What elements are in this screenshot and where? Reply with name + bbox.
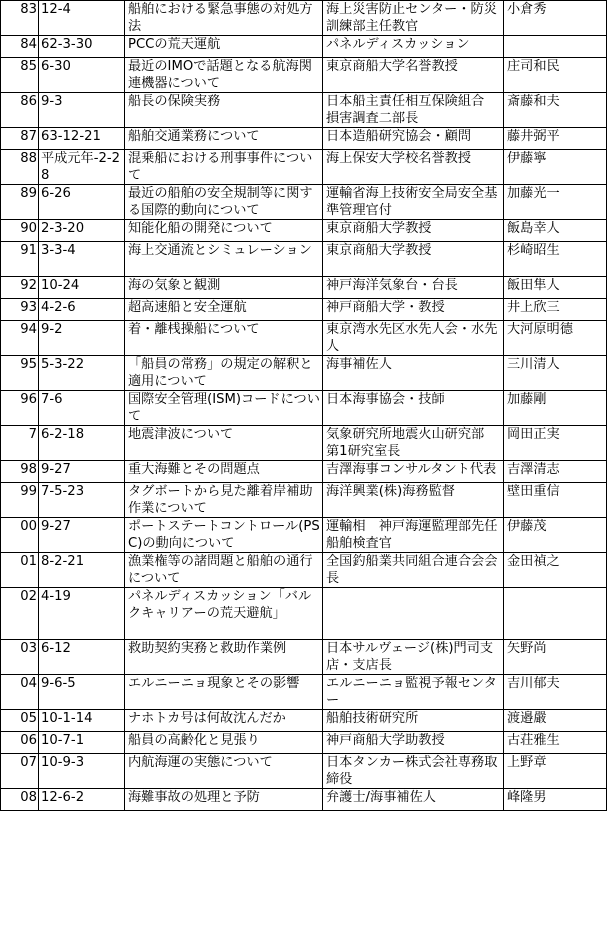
- cell-organization: 神戸商船大学・教授: [323, 299, 504, 321]
- cell-date: 7-6: [39, 391, 125, 426]
- cell-organization: 東京商船大学教授: [323, 242, 504, 277]
- cell-date: 8-2-21: [39, 553, 125, 588]
- cell-speaker: 吉川郁夫: [504, 675, 607, 710]
- lecture-table-body: [1, 1, 607, 811]
- cell-organization: 運輸相 神戸海運監理部先任船舶検査官: [323, 518, 504, 553]
- cell-speaker: 岡田正実: [504, 426, 607, 461]
- cell-date: 9-27: [39, 461, 125, 483]
- cell-title: 船員の高齢化と見張り: [125, 732, 323, 754]
- cell-date: 9-6-5: [39, 675, 125, 710]
- cell-date: 5-3-22: [39, 356, 125, 391]
- cell-date: 6-12: [39, 640, 125, 675]
- cell-speaker: 矢野尚: [504, 640, 607, 675]
- table-row: [1, 461, 607, 483]
- cell-date: 6-30: [39, 58, 125, 93]
- cell-speaker: 大河原明德: [504, 321, 607, 356]
- table-row: [1, 185, 607, 220]
- cell-title: 地震津波について: [125, 426, 323, 461]
- cell-title: 知能化船の開発について: [125, 220, 323, 242]
- cell-date: 6-2-18: [39, 426, 125, 461]
- cell-title: 海上交通流とシミュレーション: [125, 242, 323, 277]
- cell-date: 9-27: [39, 518, 125, 553]
- cell-number: 05: [1, 710, 39, 732]
- cell-speaker: 加藤光一: [504, 185, 607, 220]
- cell-organization: 日本造船研究協会・顧問: [323, 128, 504, 150]
- cell-number: 04: [1, 675, 39, 710]
- cell-organization: 気象研究所地震火山研究部 第1研究室長: [323, 426, 504, 461]
- cell-organization: 運輸省海上技術安全局安全基準管理官付: [323, 185, 504, 220]
- cell-organization: 神戸海洋気象台・台長: [323, 277, 504, 299]
- cell-number: 99: [1, 483, 39, 518]
- cell-date: 7-5-23: [39, 483, 125, 518]
- cell-number: 90: [1, 220, 39, 242]
- cell-number: 02: [1, 588, 39, 640]
- table-row: [1, 483, 607, 518]
- cell-speaker: 飯田隼人: [504, 277, 607, 299]
- cell-date: 12-6-2: [39, 789, 125, 811]
- table-row: [1, 150, 607, 185]
- cell-speaker: 井上欣三: [504, 299, 607, 321]
- cell-number: 83: [1, 1, 39, 36]
- table-row: [1, 242, 607, 277]
- table-row: [1, 58, 607, 93]
- cell-title: 国際安全管理(ISM)コードについて: [125, 391, 323, 426]
- cell-date: 2-3-20: [39, 220, 125, 242]
- cell-title: 船舶における緊急事態の対処方法: [125, 1, 323, 36]
- cell-speaker: 小倉秀: [504, 1, 607, 36]
- cell-title: 海の気象と観測: [125, 277, 323, 299]
- cell-date: 10-7-1: [39, 732, 125, 754]
- cell-speaker: 加藤剛: [504, 391, 607, 426]
- cell-title: 船長の保険実務: [125, 93, 323, 128]
- cell-organization: 東京商船大学名誉教授: [323, 58, 504, 93]
- cell-speaker: 三川清人: [504, 356, 607, 391]
- cell-number: 06: [1, 732, 39, 754]
- table-row: [1, 1, 607, 36]
- cell-organization: 神戸商船大学助教授: [323, 732, 504, 754]
- table-row: [1, 789, 607, 811]
- table-row: [1, 588, 607, 640]
- cell-title: 「船員の常務」の規定の解釈と適用について: [125, 356, 323, 391]
- cell-organization: 船舶技術研究所: [323, 710, 504, 732]
- cell-number: 93: [1, 299, 39, 321]
- cell-title: タグボートから見た離着岸補助作業について: [125, 483, 323, 518]
- cell-title: ナホトカ号は何故沈んだか: [125, 710, 323, 732]
- cell-speaker: 斎藤和夫: [504, 93, 607, 128]
- cell-date: 12-4: [39, 1, 125, 36]
- cell-speaker: 壁田重信: [504, 483, 607, 518]
- cell-number: 00: [1, 518, 39, 553]
- cell-organization: 吉澤海事コンサルタント代表: [323, 461, 504, 483]
- cell-speaker: 吉澤清志: [504, 461, 607, 483]
- cell-speaker: 伊藤寧: [504, 150, 607, 185]
- cell-title: 混乗船における刑事事件について: [125, 150, 323, 185]
- cell-number: 08: [1, 789, 39, 811]
- cell-organization: 日本海事協会・技師: [323, 391, 504, 426]
- table-row: [1, 710, 607, 732]
- cell-number: 84: [1, 36, 39, 58]
- cell-title: 超高速船と安全運航: [125, 299, 323, 321]
- cell-date: 9-3: [39, 93, 125, 128]
- cell-number: 87: [1, 128, 39, 150]
- cell-speaker: 庄司和民: [504, 58, 607, 93]
- cell-title: 最近のIMOで話題となる航海関連機器について: [125, 58, 323, 93]
- cell-title: 内航海運の実態について: [125, 754, 323, 789]
- cell-title: PCCの荒天運航: [125, 36, 323, 58]
- cell-number: 96: [1, 391, 39, 426]
- cell-speaker: 古荘雅生: [504, 732, 607, 754]
- table-row: [1, 277, 607, 299]
- cell-number: 89: [1, 185, 39, 220]
- cell-date: 63-12-21: [39, 128, 125, 150]
- table-row: [1, 518, 607, 553]
- cell-number: 91: [1, 242, 39, 277]
- cell-organization: [323, 588, 504, 640]
- cell-date: 4-2-6: [39, 299, 125, 321]
- cell-date: 4-19: [39, 588, 125, 640]
- cell-speaker: [504, 36, 607, 58]
- cell-date: 9-2: [39, 321, 125, 356]
- cell-number: 92: [1, 277, 39, 299]
- cell-speaker: 峰隆男: [504, 789, 607, 811]
- cell-speaker: 藤井弼平: [504, 128, 607, 150]
- cell-speaker: 杉崎昭生: [504, 242, 607, 277]
- cell-speaker: 飯島幸人: [504, 220, 607, 242]
- cell-date: 10-9-3: [39, 754, 125, 789]
- table-row: [1, 732, 607, 754]
- cell-organization: パネルディスカッション: [323, 36, 504, 58]
- cell-speaker: 上野章: [504, 754, 607, 789]
- table-row: [1, 356, 607, 391]
- cell-organization: 日本タンカー株式会社専務取締役: [323, 754, 504, 789]
- cell-speaker: [504, 588, 607, 640]
- cell-organization: 日本船主責任相互保険組合 損害調査二部長: [323, 93, 504, 128]
- cell-organization: 海上災害防止センター・防災訓練部主任教官: [323, 1, 504, 36]
- table-row: [1, 299, 607, 321]
- table-row: [1, 321, 607, 356]
- table-row: [1, 640, 607, 675]
- cell-organization: エルニーニョ監視予報センター: [323, 675, 504, 710]
- table-row: [1, 220, 607, 242]
- cell-title: 最近の船舶の安全規制等に関する国際的動向について: [125, 185, 323, 220]
- table-row: [1, 36, 607, 58]
- table-row: [1, 391, 607, 426]
- cell-organization: 海上保安大学校名誉教授: [323, 150, 504, 185]
- cell-organization: 海事補佐人: [323, 356, 504, 391]
- table-row: [1, 675, 607, 710]
- cell-number: 88: [1, 150, 39, 185]
- cell-number: 7: [1, 426, 39, 461]
- cell-title: ポートステートコントロール(PSC)の動向について: [125, 518, 323, 553]
- cell-number: 95: [1, 356, 39, 391]
- cell-date: 平成元年-2-28: [39, 150, 125, 185]
- cell-organization: 海洋興業(株)海務監督: [323, 483, 504, 518]
- cell-date: 62-3-30: [39, 36, 125, 58]
- cell-date: 10-24: [39, 277, 125, 299]
- table-row: [1, 128, 607, 150]
- cell-number: 86: [1, 93, 39, 128]
- cell-speaker: 渡邉嚴: [504, 710, 607, 732]
- cell-organization: 日本サルヴェージ(株)門司支店・支店長: [323, 640, 504, 675]
- cell-title: 船舶交通業務について: [125, 128, 323, 150]
- cell-speaker: 伊藤茂: [504, 518, 607, 553]
- table-row: [1, 93, 607, 128]
- cell-number: 98: [1, 461, 39, 483]
- cell-date: 6-26: [39, 185, 125, 220]
- cell-title: 海難事故の処理と予防: [125, 789, 323, 811]
- cell-organization: 弁護士/海事補佐人: [323, 789, 504, 811]
- cell-organization: 東京商船大学教授: [323, 220, 504, 242]
- cell-title: 漁業権等の諸問題と船舶の通行について: [125, 553, 323, 588]
- cell-number: 94: [1, 321, 39, 356]
- cell-title: 重大海難とその問題点: [125, 461, 323, 483]
- cell-date: 10-1-14: [39, 710, 125, 732]
- cell-title: 着・離桟操船について: [125, 321, 323, 356]
- cell-date: 3-3-4: [39, 242, 125, 277]
- cell-organization: 全国釣船業共同組合連合会会長: [323, 553, 504, 588]
- cell-title: パネルディスカッション「バルクキャリアーの荒天避航」: [125, 588, 323, 640]
- cell-number: 85: [1, 58, 39, 93]
- cell-title: エルニーニョ現象とその影響: [125, 675, 323, 710]
- cell-number: 07: [1, 754, 39, 789]
- cell-speaker: 金田禎之: [504, 553, 607, 588]
- cell-number: 03: [1, 640, 39, 675]
- table-row: [1, 553, 607, 588]
- cell-organization: 東京湾水先区水先人会・水先人: [323, 321, 504, 356]
- cell-number: 01: [1, 553, 39, 588]
- table-row: [1, 754, 607, 789]
- table-row: [1, 426, 607, 461]
- cell-title: 救助契約実務と救助作業例: [125, 640, 323, 675]
